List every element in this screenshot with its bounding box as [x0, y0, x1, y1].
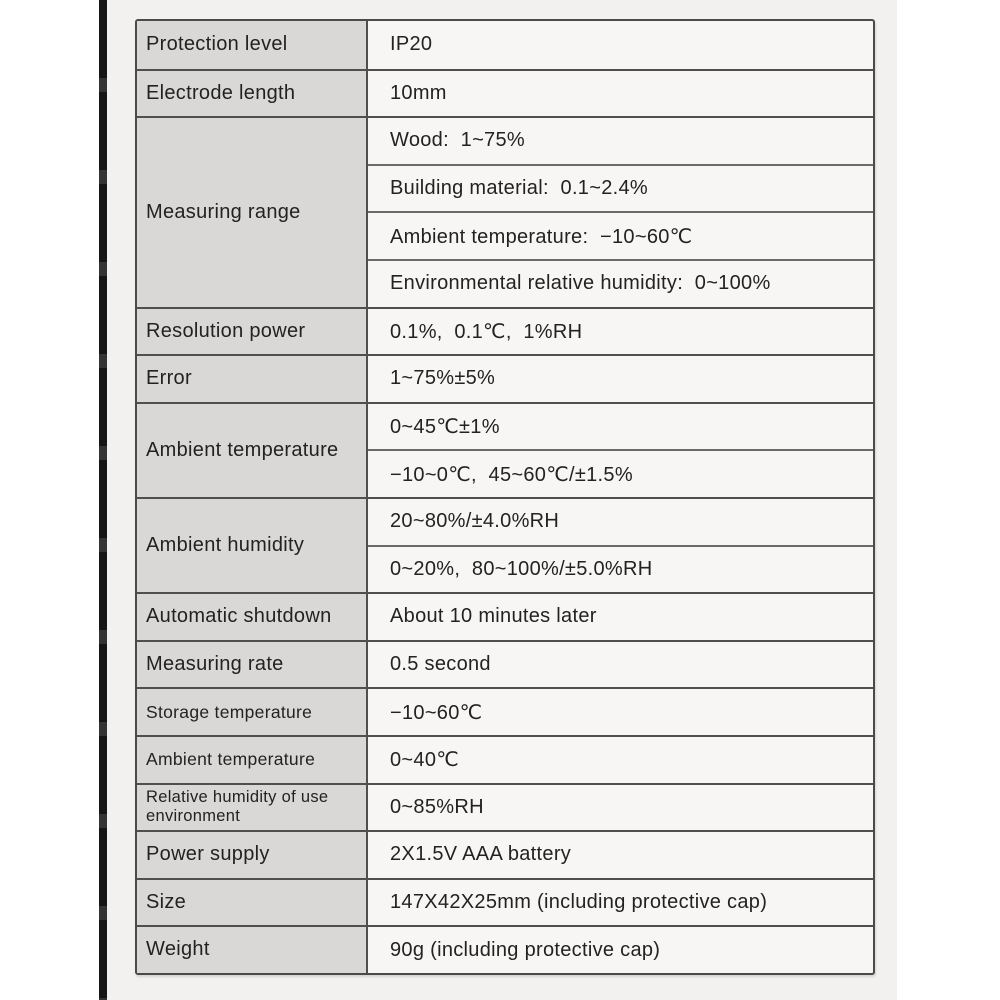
row-label: Error [137, 356, 368, 402]
row-label: Measuring range [137, 118, 368, 306]
row-value: −10~0℃, 45~60℃/±1.5% [368, 449, 873, 497]
row-label: Electrode length [137, 71, 368, 117]
table-row-protection-level [137, 21, 873, 69]
row-values [368, 594, 873, 640]
row-values [368, 309, 873, 355]
row-value: 0~40℃ [390, 749, 460, 772]
row-label: Measuring rate [137, 642, 368, 688]
row-value: 0~45℃±1% [390, 416, 500, 439]
row-label: Resolution power [137, 309, 368, 355]
row-label: Power supply [137, 832, 368, 878]
row-value: Ambient temperature: −10~60℃ [368, 211, 873, 259]
table-row-resolution-power [137, 307, 873, 355]
row-label: Storage temperature [137, 689, 368, 735]
row-value: 0~20%, 80~100%/±5.0%RH [368, 545, 873, 593]
row-values [368, 689, 873, 735]
row-value: 90g (including protective cap) [390, 938, 661, 961]
row-value: About 10 minutes later [390, 605, 597, 628]
table-row-automatic-shutdown [137, 592, 873, 640]
table-row-measuring-rate [137, 640, 873, 688]
table-row-electrode-length [137, 69, 873, 117]
row-label: Weight [137, 927, 368, 973]
table-row-power-supply [137, 830, 873, 878]
row-values [368, 785, 873, 831]
row-label: Automatic shutdown [137, 594, 368, 640]
table-row-relative-humidity-use [137, 783, 873, 831]
row-value: Environmental relative humidity: 0~100% [368, 259, 873, 307]
row-label: Protection level [137, 21, 368, 69]
row-label: Ambient temperature [137, 404, 368, 497]
row-value: 0.1%, 0.1℃, 1%RH [390, 320, 583, 343]
table-row-error [137, 354, 873, 402]
page-edge-line [99, 0, 107, 1000]
table-row-measuring-range [137, 116, 873, 306]
spec-table [135, 19, 875, 975]
row-values [368, 832, 873, 878]
row-values [368, 737, 873, 783]
table-row-size [137, 878, 873, 926]
row-values [368, 356, 873, 402]
row-value: Building material: 0.1~2.4% [368, 164, 873, 212]
row-value: 10mm [390, 81, 447, 104]
row-value: −10~60℃ [390, 701, 483, 724]
row-values [368, 880, 873, 926]
row-value: 147X42X25mm (including protective cap) [390, 891, 768, 913]
row-value: 0~85%RH [390, 795, 484, 818]
table-row-storage-temperature [137, 687, 873, 735]
row-values [368, 499, 873, 592]
row-value: 0.5 second [390, 653, 491, 676]
row-label: Relative humidity of use environment [137, 785, 368, 831]
table-row-ambient-temperature-use [137, 735, 873, 783]
row-values [368, 927, 873, 973]
row-value: IP20 [390, 33, 433, 56]
row-values [368, 21, 873, 69]
row-value: 1~75%±5% [390, 367, 496, 390]
table-row-weight [137, 925, 873, 973]
row-label: Ambient temperature [137, 737, 368, 783]
table-row-ambient-temperature [137, 402, 873, 497]
row-label: Size [137, 880, 368, 926]
row-values [368, 642, 873, 688]
row-values [368, 71, 873, 117]
table-row-ambient-humidity [137, 497, 873, 592]
row-values [368, 404, 873, 497]
row-value: 2X1.5V AAA battery [390, 843, 572, 866]
row-value: Wood: 1~75% [390, 129, 525, 152]
row-value: 20~80%/±4.0%RH [390, 510, 560, 533]
row-label: Ambient humidity [137, 499, 368, 592]
row-values [368, 118, 873, 306]
